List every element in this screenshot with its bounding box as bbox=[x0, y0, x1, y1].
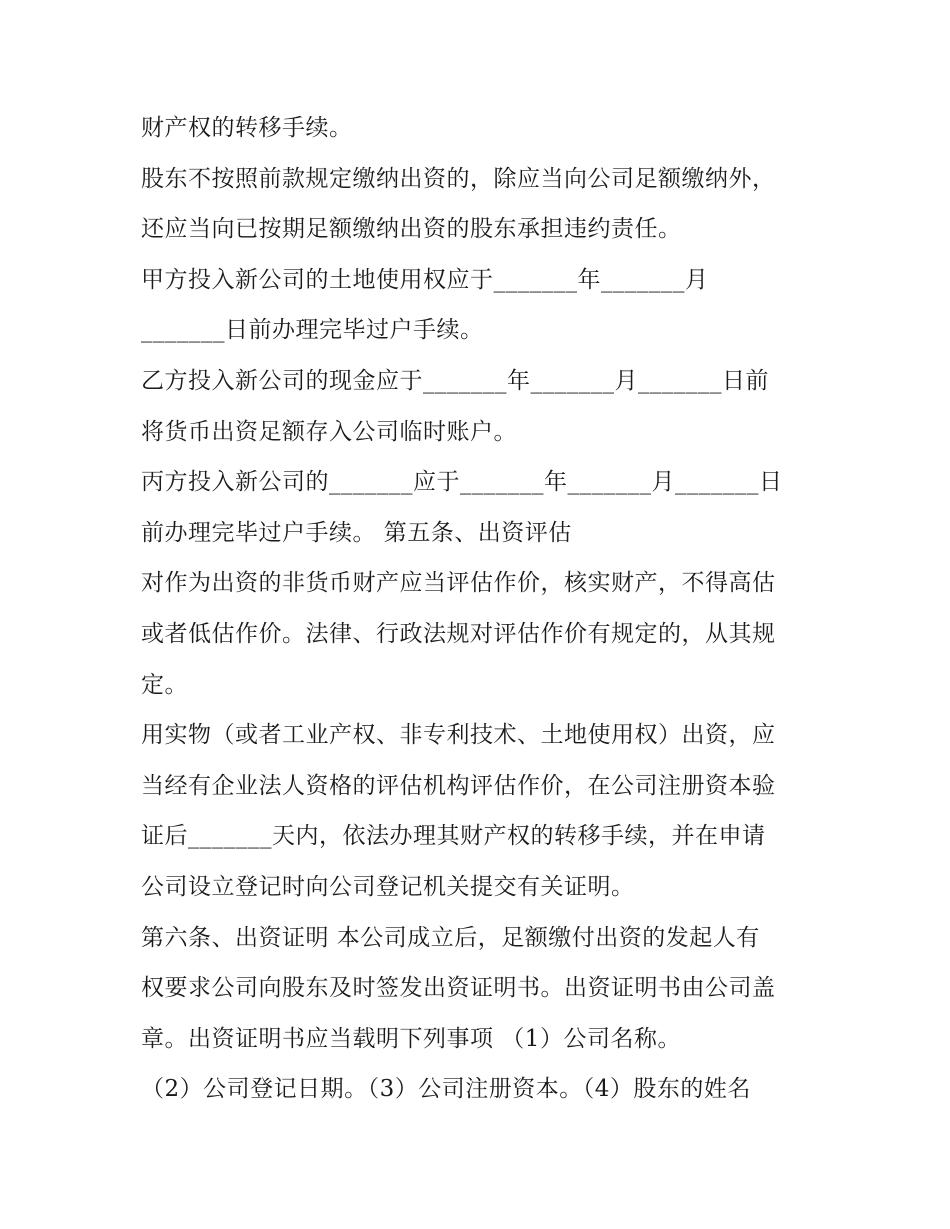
text-line: 第六条、出资证明 本公司成立后，足额缴付出资的发起人有 bbox=[141, 924, 760, 951]
text-line: 公司设立登记时向公司登记机关提交有关证明。 bbox=[141, 873, 635, 900]
document-body bbox=[141, 103, 821, 1115]
text-line: 乙方投入新公司的现金应于_______年_______月_______日前 bbox=[141, 367, 769, 394]
text-line: 甲方投入新公司的土地使用权应于_______年_______月 bbox=[141, 266, 709, 293]
text-line: 用实物（或者工业产权、非专利技术、土地使用权）出资，应 bbox=[141, 722, 776, 749]
text-line: 前办理完毕过户手续。 第五条、出资评估 bbox=[141, 519, 572, 546]
text-line: 将货币出资足额存入公司临时账户。 bbox=[141, 418, 517, 445]
text-line: 定。 bbox=[141, 671, 188, 698]
text-line: 对作为出资的非货币财产应当评估作价，核实财产，不得高估 bbox=[141, 570, 776, 597]
text-line: 财产权的转移手续。 bbox=[141, 115, 353, 141]
text-line: _______日前办理完毕过户手续。 bbox=[141, 317, 484, 344]
text-line: （2）公司登记日期。（3）公司注册资本。（4）股东的姓名 bbox=[141, 1076, 751, 1103]
text-line: 当经有企业法人资格的评估机构评估作价，在公司注册资本验 bbox=[141, 772, 776, 799]
text-line: 丙方投入新公司的_______应于_______年_______月_______日 bbox=[141, 469, 783, 496]
text-line: 章。出资证明书应当载明下列事项 （1）公司名称。 bbox=[141, 1025, 681, 1052]
text-line: 权要求公司向股东及时签发出资证明书。出资证明书由公司盖 bbox=[141, 975, 776, 1002]
text-line: 股东不按照前款规定缴纳出资的，除应当向公司足额缴纳外， bbox=[141, 165, 776, 192]
text-line: 还应当向已按期足额缴纳出资的股东承担违约责任。 bbox=[141, 216, 682, 243]
text-line: 证后_______天内，依法办理其财产权的转移手续，并在申请 bbox=[141, 823, 766, 850]
text-line: 或者低估作价。法律、行政法规对评估作价有规定的，从其规 bbox=[141, 620, 776, 647]
